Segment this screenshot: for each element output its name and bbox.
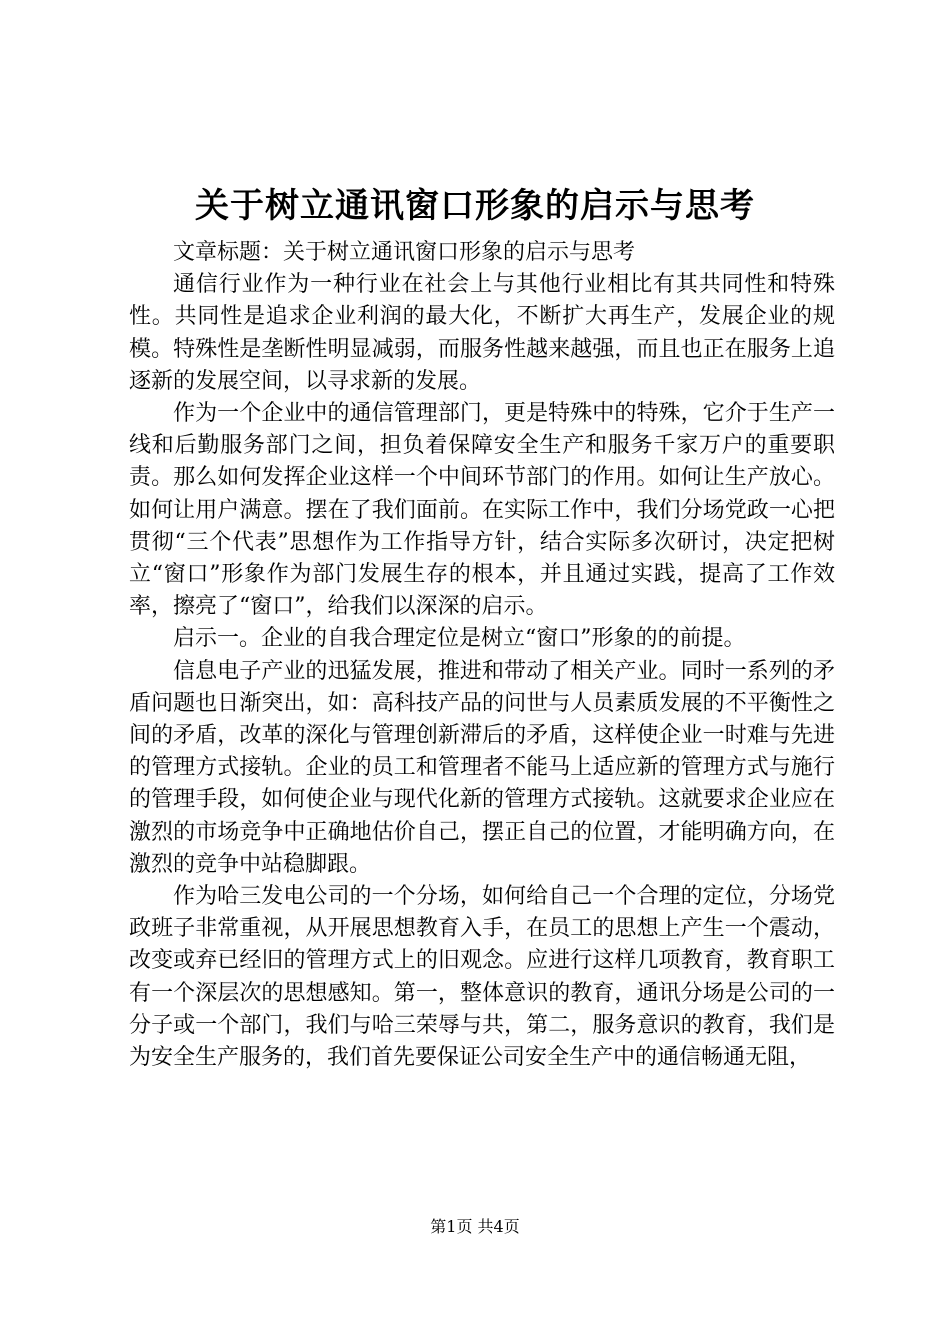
paragraph-industry: 信息电子产业的迅猛发展，推进和带动了相关产业。同时一系列的矛盾问题也日渐突出，如：高科技产品的问世与人员素质发展的不平衡性之间的矛盾，改革的深化与管理创新滞后的矛盾，这样使企业一时难与先进的管理方式接轨。企业的员工和管理者不能马上适应新的管理方式与施行的管理手段，如何使企业与现代化新的管理方式接轨。这就要求企业应在激烈的市场竞争中正确地估价自己，摆正自己的位置，才能明确方向，在激烈的竞争中站稳脚跟。 [129, 658, 835, 877]
document-body [129, 237, 835, 1074]
document-title: 关于树立通讯窗口形象的启示与思考 [195, 186, 755, 226]
paragraph-article-title: 文章标题：关于树立通讯窗口形象的启示与思考 [173, 240, 636, 265]
page-number-footer: 第1页 共4页 [430, 1217, 520, 1236]
paragraph-department: 作为一个企业中的通信管理部门，更是特殊中的特殊，它介于生产一线和后勤服务部门之间，担负着保障安全生产和服务千家万户的重要职责。那么如何发挥企业这样一个中间环节部门的作用。如何让生产放心。如何让用户满意。摆在了我们面前。在实际工作中，我们分场党政一心把贯彻“三个代表”思想作为工作指导方针，结合实际多次研讨，决定把树立“窗口”形象作为部门发展生存的根本，并且通过实践，提高了工作效率，擦亮了“窗口”，给我们以深深的启示。 [129, 401, 835, 620]
paragraph-insight-one: 启示一。企业的自我合理定位是树立“窗口”形象的的前提。 [173, 626, 746, 652]
paragraph-positioning: 作为哈三发电公司的一个分场，如何给自己一个合理的定位，分场党政班子非常重视，从开展思想教育入手，在员工的思想上产生一个震动，改变或弃已经旧的管理方式上的旧观念。应进行这样几项教育，教育职工有一个深层次的思想感知。第一，整体意识的教育，通讯分场是公司的一分子或一个部门，我们与哈三荣辱与共，第二，服务意识的教育，我们是为安全生产服务的，我们首先要保证公司安全生产中的通信畅通无阻， [129, 884, 835, 1071]
paragraph-intro: 通信行业作为一种行业在社会上与其他行业相比有其共同性和特殊性。共同性是追求企业利润的最大化，不断扩大再生产，发展企业的规模。特殊性是垄断性明显减弱，而服务性越来越强，而且也正在服务上追逐新的发展空间，以寻求新的发展。 [129, 272, 835, 394]
